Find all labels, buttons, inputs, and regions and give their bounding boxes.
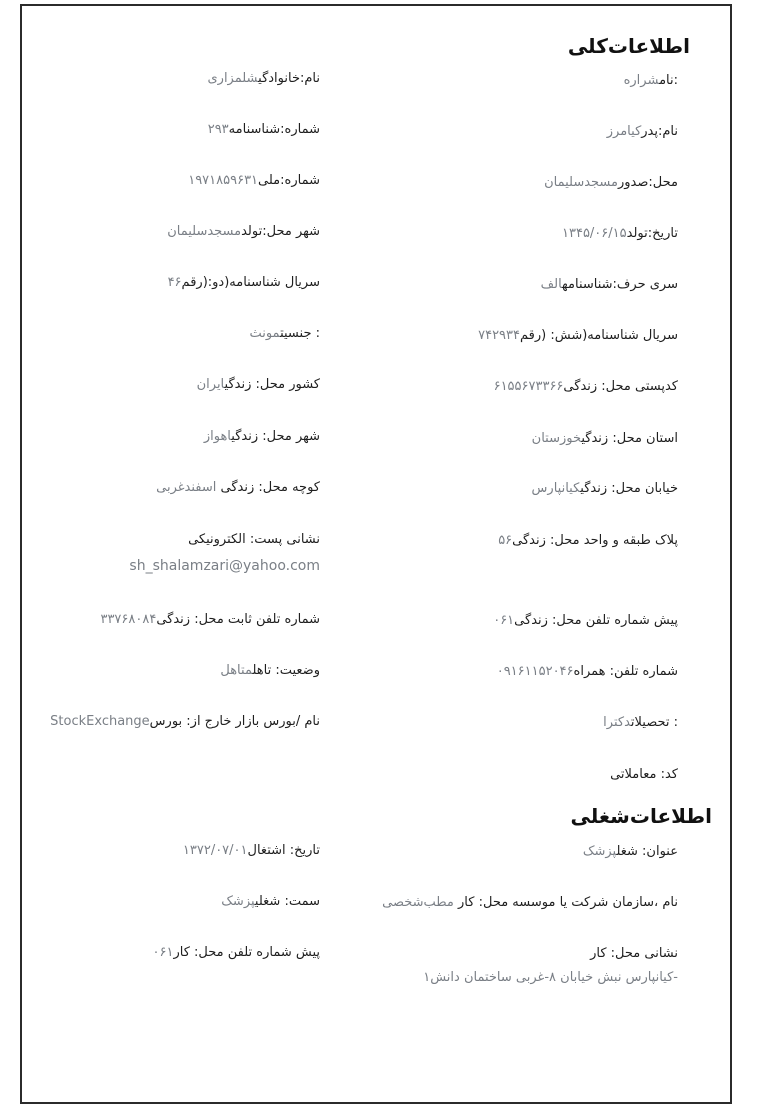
first-name-field: :نامشراره <box>623 73 678 88</box>
id-series-letter-field: سری حرف:شناسنامهالف <box>540 277 678 292</box>
issue-place-field: محل:صدورمسجدسلیمان <box>544 175 678 190</box>
postal-code-field: کدپستی محل: زندگی۶۱۵۵۶۷۳۳۶۶ <box>493 379 678 394</box>
residence-province-field: استان محل: زندگیخوزستان <box>531 431 678 446</box>
job-info-title: اطلاعات‌شغلی <box>570 804 712 828</box>
trading-code-field: کد: معاملاتی <box>610 767 678 782</box>
residence-city-field: شهر محل: زندگیاهواز <box>203 429 320 444</box>
id-serial-six-digit-field: سریال شناسنامه(شش: (رقم۷۴۲۹۳۴ <box>478 328 678 343</box>
birth-date-field: تاریخ:تولد۱۳۴۵/۰۶/۱۵ <box>562 226 678 241</box>
work-address-field: نشانی محل: کار -کیانپارس نبش خیابان ۸-غربی ساختمان دانش۱ <box>423 946 678 985</box>
gender-field: : جنسیتمونث <box>249 326 320 341</box>
document-page <box>20 4 732 1104</box>
job-title-field: عنوان: شغلپزشک <box>582 844 678 859</box>
workplace-name-field: نام ،سازمان شرکت یا موسسه محل: کار مطب‌شخصی <box>382 895 678 910</box>
residence-street-field: خیابان محل: زندگیکیانپارس <box>531 481 678 496</box>
residence-phone-field: شماره تلفن ثابت محل: زندگی۳۳۷۶۸۰۸۴ <box>100 612 320 627</box>
work-area-code-field: پیش شماره تلفن محل: کار۰۶۱ <box>152 945 320 960</box>
residence-plate-field: پلاک طبقه و واحد محل: زندگی۵۶ <box>498 533 678 548</box>
work-address-value: -کیانپارس نبش خیابان ۸-غربی ساختمان دانش۱ <box>423 970 678 985</box>
birth-city-field: شهر محل:تولدمسجدسلیمان <box>167 224 320 239</box>
employment-date-field: تاریخ: اشتغال۱۳۷۲/۰۷/۰۱ <box>182 843 320 858</box>
stock-exchange-field: نام /بورس بازار خارج از: بورسStockExchange <box>50 714 320 729</box>
email-value: sh_shalamzari@yahoo.com <box>129 558 320 574</box>
id-serial-two-digit-field: سریال شناسنامه(دو:(رقم۴۶ <box>167 275 320 290</box>
job-position-field: سمت: شغلیپزشک <box>221 894 320 909</box>
id-number-field: شماره:شناسنامه۲۹۳ <box>207 122 320 137</box>
general-info-title: اطلاعات‌کلی <box>567 34 690 58</box>
education-field: : تحصیلاتدکترا <box>603 715 678 730</box>
residence-area-code-field: پیش شماره تلفن محل: زندگی۰۶۱ <box>493 613 678 628</box>
mobile-phone-field: شماره تلفن: همراه۰۹۱۶۱۱۵۲۰۴۶ <box>496 664 678 679</box>
email-field: نشانی پست: الکترونیکی sh_shalamzari@yahoo.com <box>129 532 320 574</box>
last-name-field: نام:خانوادگیشلمزاری <box>207 71 320 86</box>
marital-status-field: وضعیت: تاهلمتاهل <box>220 663 320 678</box>
national-id-field: شماره:ملی۱۹۷۱۸۵۹۶۳۱ <box>188 173 320 188</box>
father-name-field: نام:پدرکیامرز <box>606 124 678 139</box>
residence-country-field: کشور محل: زندگیایران <box>196 377 320 392</box>
residence-alley-field: کوچه محل: زندگی اسفندغربی <box>156 480 320 495</box>
